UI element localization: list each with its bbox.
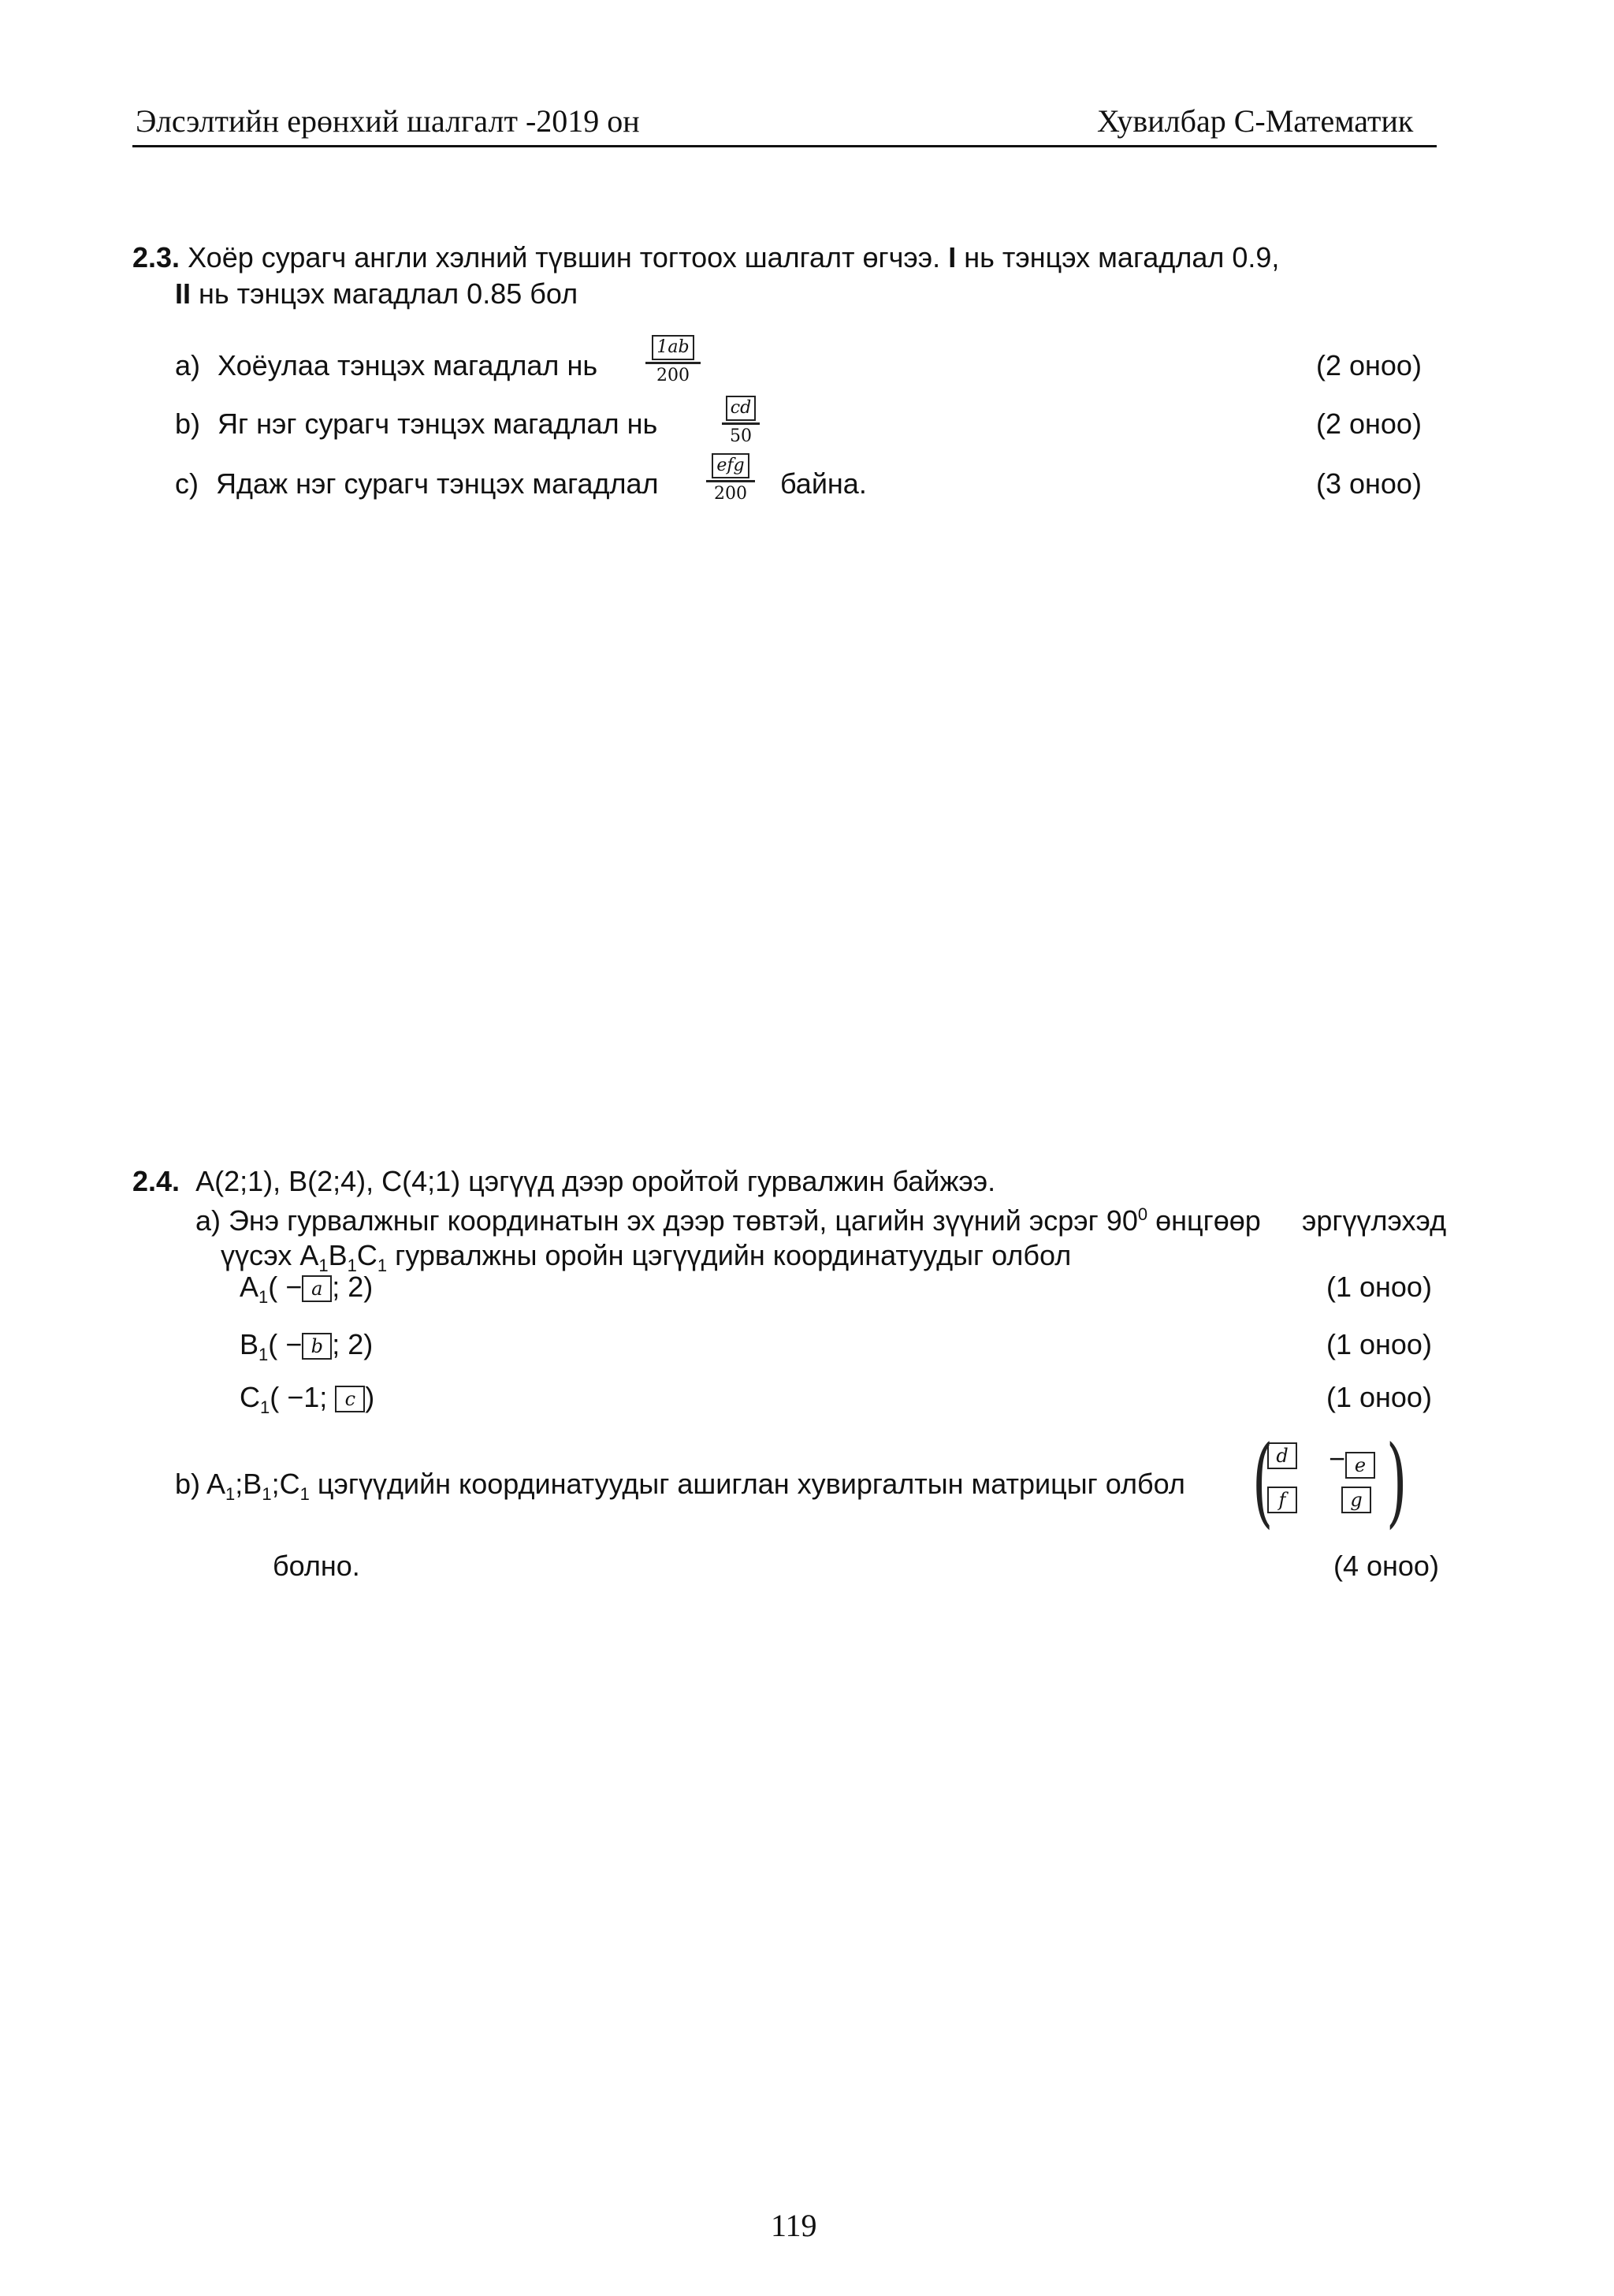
q23b-question: Яг нэг сурагч тэнцэх магадлал нь (218, 407, 658, 440)
q23a-points: (2 оноо) (1316, 349, 1422, 381)
q24a-text2-post: гурвалжны оройн цэгүүдийн координатуудыг олбол (395, 1239, 1072, 1271)
q24b-mid1: ;B (235, 1468, 262, 1500)
B1-letter: B (240, 1328, 259, 1360)
matrix-f-box[interactable]: f (1267, 1487, 1297, 1513)
q24b-text (175, 1468, 1185, 1505)
q23-line1 (132, 241, 1279, 274)
q24a-A1 (240, 1271, 373, 1308)
A1-letter: A (240, 1271, 259, 1303)
q23b-text (175, 407, 657, 441)
matrix-f (1267, 1487, 1297, 1513)
q23c-question: Ядаж нэг сурагч тэнцэх магадлал (216, 467, 659, 500)
C1-open: ( −1; (270, 1381, 336, 1413)
C1-close: ) (365, 1381, 375, 1413)
header-right: Хувилбар C-Математик (1097, 103, 1414, 139)
q24a-text2-pre: үүсэх A (221, 1239, 319, 1271)
q23b-answer-box[interactable]: cd (726, 396, 756, 421)
q23-roman2: II (175, 277, 192, 310)
q24b-post: цэгүүдийн координатуудыг ашиглан хувиргалтын матрицыг олбол (317, 1468, 1185, 1500)
q23-text1: Хоёр сурагч англи хэлний түвшин тогтоох шалгалт өгчээ. (188, 241, 941, 274)
q24a-text1b: өнцгөөр (1155, 1204, 1261, 1237)
matrix-e (1329, 1442, 1375, 1479)
A1-close: ; 2) (332, 1271, 374, 1303)
subscript: 1 (347, 1256, 357, 1276)
q24b-end: болно. (273, 1550, 360, 1582)
subscript: 1 (258, 1345, 269, 1365)
q23-number: 2.3. (132, 241, 180, 274)
C1-letter: C (240, 1381, 260, 1413)
q24-number: 2.4. (132, 1165, 180, 1197)
fraction-bar (645, 362, 701, 364)
q23c-fraction (701, 453, 760, 504)
q23-line2 (175, 277, 578, 311)
q23b-points: (2 оноо) (1316, 407, 1422, 440)
fraction-bar (706, 480, 755, 482)
matrix-left-paren: ( (1251, 1425, 1274, 1539)
subscript: 1 (377, 1256, 388, 1276)
B1-close: ; 2) (332, 1328, 374, 1360)
q23c-after: байна. (780, 467, 867, 500)
q24a-line1 (195, 1204, 1261, 1237)
q23c-denominator: 200 (714, 484, 747, 504)
matrix-g (1341, 1487, 1371, 1513)
q23c-text (175, 467, 659, 501)
q24b-mid2: ;C (271, 1468, 300, 1500)
B1-answer-box[interactable]: b (302, 1333, 332, 1360)
q23b-fraction (717, 396, 764, 446)
q23-roman1: I (948, 241, 957, 274)
q24a-text2-c: C (356, 1239, 377, 1271)
A1-points: (1 оноо) (1326, 1271, 1432, 1303)
q23c-points: (3 оноо) (1316, 467, 1422, 500)
q23c-label: c) (175, 467, 199, 500)
degree-sup: 0 (1137, 1204, 1148, 1224)
q23a-answer-box[interactable]: 1ab (652, 335, 694, 360)
q23-text3: нь тэнцэх магадлал 0.85 бол (199, 277, 578, 310)
page-number: 119 (771, 2208, 817, 2243)
q24a-text2-b: B (328, 1239, 348, 1271)
matrix-minus: − (1329, 1442, 1346, 1475)
subscript: 1 (260, 1397, 270, 1418)
q23b-denominator: 50 (730, 426, 752, 446)
subscript: 1 (318, 1256, 329, 1276)
q24a-B1 (240, 1328, 373, 1365)
q24a-text1: a) Энэ гурвалжныг координатын эх дээр төвтэй, цагийн зүүний эсрэг 90 (195, 1204, 1138, 1237)
q23b-label: b) (175, 407, 201, 440)
B1-open: ( − (268, 1328, 303, 1360)
q23a-denominator: 200 (656, 366, 690, 385)
C1-answer-box[interactable]: c (335, 1386, 365, 1412)
q24b-pre: b) A (175, 1468, 226, 1500)
q23a-label: a) (175, 349, 201, 381)
q24a-text1c: эргүүлэхэд (1302, 1204, 1447, 1237)
fraction-bar (722, 422, 760, 425)
q24b-points: (4 оноо) (1333, 1550, 1439, 1582)
matrix-d (1267, 1442, 1297, 1469)
matrix-e-box[interactable]: e (1345, 1452, 1375, 1479)
matrix-right-paren: ) (1385, 1425, 1408, 1539)
C1-points: (1 оноо) (1326, 1381, 1432, 1413)
subscript: 1 (258, 1287, 269, 1308)
q23a-question: Хоёулаа тэнцэх магадлал нь (218, 349, 598, 381)
subscript: 1 (225, 1484, 236, 1505)
q23c-answer-box[interactable]: efg (712, 453, 749, 478)
q23a-fraction (640, 335, 706, 385)
subscript: 1 (262, 1484, 272, 1505)
q23-text2: нь тэнцэх магадлал 0.9, (964, 241, 1280, 274)
q24-line1 (132, 1165, 995, 1198)
q23a-text (175, 349, 597, 382)
subscript: 1 (299, 1484, 310, 1505)
A1-answer-box[interactable]: a (302, 1275, 332, 1302)
q24a-C1 (240, 1381, 374, 1418)
header-left: Элсэлтийн ерөнхий шалгалт -2019 он (136, 103, 640, 139)
header-rule (132, 145, 1437, 147)
matrix-g-box[interactable]: g (1341, 1487, 1371, 1513)
matrix-d-box[interactable]: d (1267, 1442, 1297, 1469)
B1-points: (1 оноо) (1326, 1328, 1432, 1360)
A1-open: ( − (268, 1271, 303, 1303)
q24-text: A(2;1), B(2;4), C(4;1) цэгүүд дээр оройтой гурвалжин байжээ. (195, 1165, 996, 1197)
